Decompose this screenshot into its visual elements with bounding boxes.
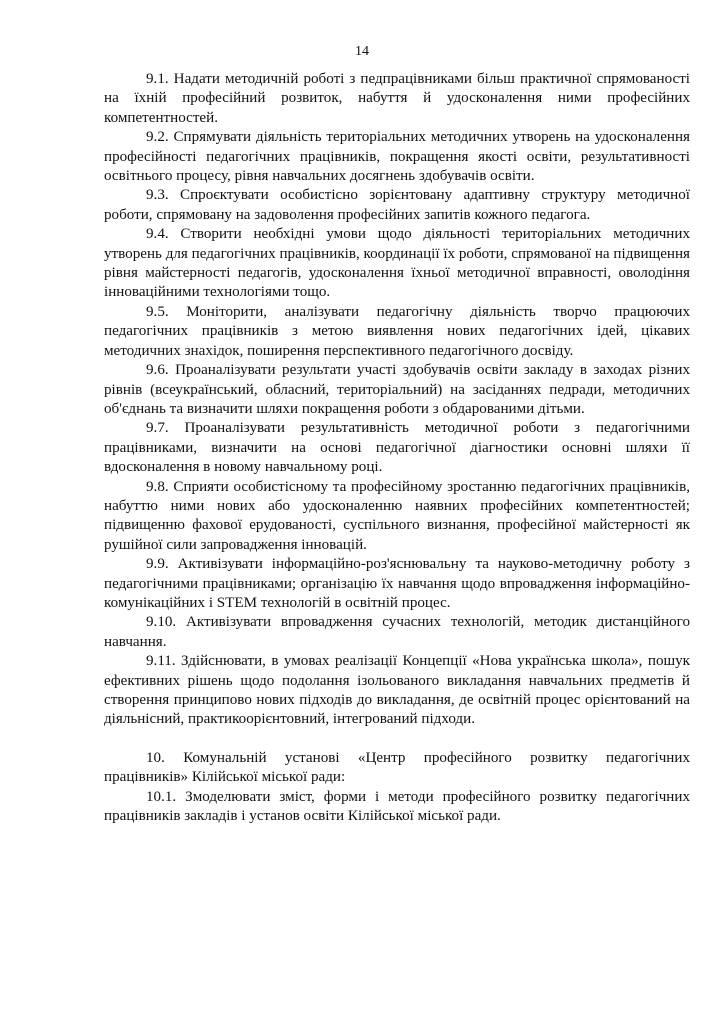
paragraph-9-8: 9.8. Сприяти особистісному та професійному зростанню педагогічних працівників, набуттю ними нових або удосконаленню наявних професійних компетентностей; підвищенню фахової ерудованості, суспільного визнання, професійної майстерності як рушійної сили запровадження інновацій.: [104, 478, 690, 553]
paragraph-9-6: 9.6. Проаналізувати результати участі здобувачів освіти закладу в заходах різних рівнів (всеукраїнський, обласний, територіальний) на засіданнях педради, методичних об'єднань та визначити шляхи покращення роботи з обдарованими дітьми.: [104, 362, 690, 417]
paragraph-9-4: 9.4. Створити необхідні умови щодо діяльності територіальних методичних утворень для педагогічних працівників, координації їх роботи, спрямованої на підвищення рівня майстерності педагогів, удосконалення їхньої методичної вправності, оволодіння інноваційними технологіями тощо.: [104, 226, 690, 301]
document-body: [104, 70, 690, 826]
paragraph-9-5: 9.5. Моніторити, аналізувати педагогічну діяльність творчо працюючих педагогічних працівників з метою виявлення нових педагогічних ідей, цікавих методичних знахідок, поширення перспективного педагогічного досвіду.: [104, 303, 690, 359]
paragraph-10: 10. Комунальній установі «Центр професійного розвитку педагогічних працівників» Кілійської міської ради:: [104, 749, 690, 786]
page-number: 14: [355, 44, 369, 59]
paragraph-9-2: 9.2. Спрямувати діяльність територіальних методичних утворень на удосконалення професійності педагогічних працівників, покращення якості освіти, результативності освітнього процесу, рівня навчальних досягнень здобувачів освіти.: [104, 129, 690, 185]
paragraph-9-11: 9.11. Здійснювати, в умовах реалізації Концепції «Нова українська школа», пошук ефективних рішень щодо подолання ізольованого викладання навчальних предметів й створення принципово нових підходів до викладання, де освітній процес орієнтований на діяльнісний, практикоорієнтовний, інтегрований підходи.: [104, 653, 690, 728]
paragraph-9-10: 9.10. Активізувати впровадження сучасних технологій, методик дистанційного навчання.: [104, 614, 690, 650]
paragraph-9-3: 9.3. Спроєктувати особистісно зорієнтовану адаптивну структуру методичної роботи, спрямовану на задоволення професійних запитів кожного педагога.: [104, 187, 690, 223]
paragraph-9-7: 9.7. Проаналізувати результативність методичної роботи з педагогічними працівниками, визначити на основі педагогічної діагностики основні шляхи її вдосконалення в новому навчальному році.: [104, 420, 690, 476]
paragraph-10-1: 10.1. Змоделювати зміст, форми і методи професійного розвитку педагогічних працівників закладів і установ освіти Кілійської міської ради.: [104, 788, 690, 825]
paragraph-9-1: 9.1. Надати методичній роботі з педпрацівниками більш практичної спрямованості на їхній професійний розвиток, набуття й удосконалення ними професійних компетентностей.: [104, 71, 690, 126]
paragraph-9-9: 9.9. Активізувати інформаційно-роз'яснювальну та науково-методичну роботу з педагогічними працівниками; організацію їх навчання щодо впровадження інформаційно-комунікаційних і STEM технологій в освітній процес.: [104, 556, 690, 611]
